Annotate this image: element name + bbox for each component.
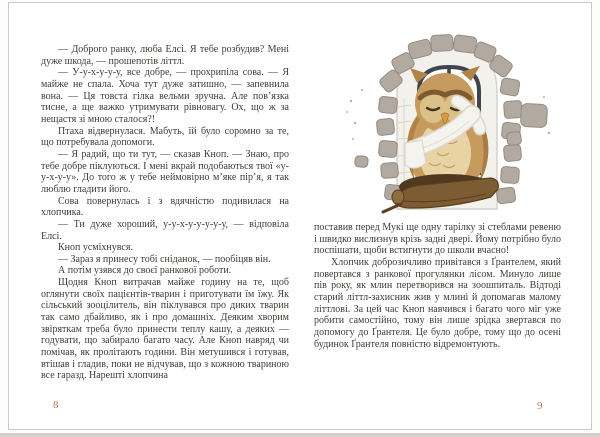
paragraph: — У-у-х-у-у-у, все добре, — прохрипіла сова. — Я майже не спала. Хоча тут дуже затишно, — запевнила вона. — Ця товста гілка вельми зручна. Але пов’язка тисне, а ще важко утримувати рівновагу. Ох, що ж за нещастя зі мною сталося?! [41,67,289,125]
left-page-text [41,44,289,382]
paragraph: Хлопчик доброзичливо привітався з Ґрантелем, який повертався з ранкової прогулянки лісом. Минуло лише пів року, як млин перетворився на зоошпиталь. Відтоді старий літтл-захисник жив у млині й допомагав малому літтлові. За цей час Кноп навчився і багато чого міг уже робити самостійно, тому він лише зрідка звертався по допомогу до Ґрантеля. Це було добре, тому що до осені будинок Ґрантеля повністю відремонтують. [314,256,561,350]
paragraph: — Зараз я принесу тобі сніданок, — пообіцяв він. [58,253,271,265]
open-book-pages [8,2,592,430]
page-number-left: 8 [53,399,59,411]
page-number-right: 9 [537,400,543,412]
paragraph: Птаха відвернулася. Мабуть, їй було соромно за те, що потребувала допомоги. [41,125,289,149]
paragraph: — Доброго ранку, люба Елсі. Я тебе розбудив? Мені дуже шкода, — прошепотів літтл. [41,44,289,67]
paragraph: — Ти дуже хороший, у-у-х-у-у-у-у-у, — відповіла Елсі. [41,218,289,242]
paragraph: — Я радий, що ти тут, — сказав Кноп. — Знаю, про тебе добре піклуються. І мені вкрай подобаються твої «у-у-х-у-у». До того ж у тебе неймовірно м’яке пір’я, я так люблю гладити його. [41,148,289,195]
right-page-text [314,222,561,350]
paragraph: Щодня Кноп витрачав майже годину на те, щоб оглянути своїх пацієнтів-тварин і приготувати їм їжу. Як сільський зооцілитель, він піклувався про диких тварин так само дбайливо, як і про домашніх. Деяким хворим звіряткам треба було принести теплу кашу, а деяких — годувати, що забирало багато часу. Але Кноп навряд чи помічав, як пролітають години. Він метушився і готував, втішав і гладив, поки не відчував, що з кожною твариною все гаразд. Нарешті хлопчина [41,277,289,382]
paragraph: Кноп усміхнувся. [58,242,133,254]
page-bottom-edge [0,433,600,437]
owl-in-stone-window-illustration [341,11,571,221]
paragraph: поставив перед Мукі ще одну тарілку зі стеблами ревеню і швидко вислизнув крізь задні двері. Йому потрібно було поспішати, щоби встигнути до школи вчасно! [314,222,561,257]
paragraph: Сова повернулась і з вдячністю подивилася на хлопчика. [41,195,289,219]
paragraph: А потім узявся до своєї ранкової роботи. [58,265,232,277]
bandage-flap [405,140,426,168]
